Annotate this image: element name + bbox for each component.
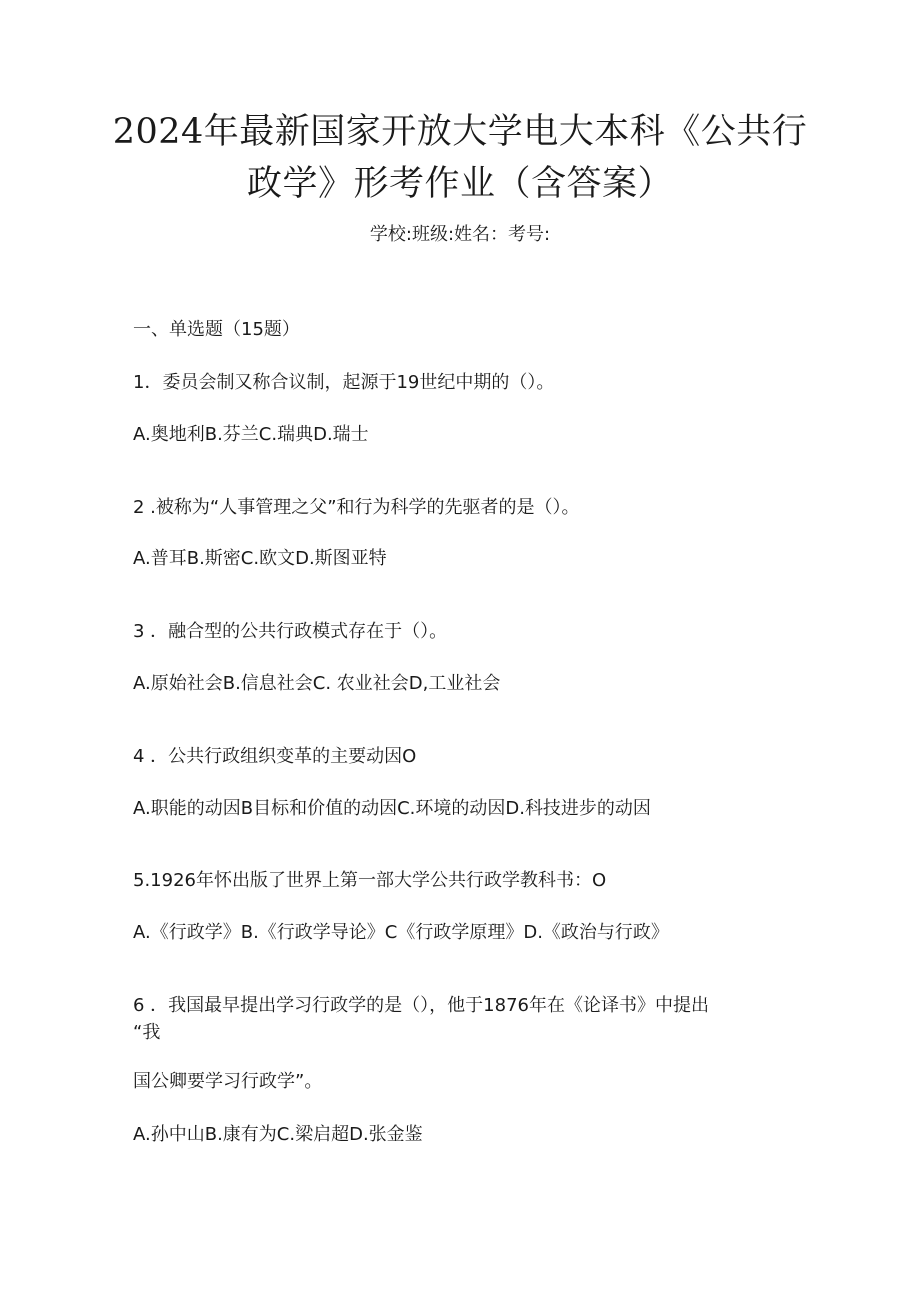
question-6-stem-line-3: 国公卿要学习行政学”。 xyxy=(133,1071,323,1092)
question-2-stem: 2 .被称为“人事管理之父”和行为科学的先驱者的是（）。 xyxy=(133,497,580,518)
document-title-line-2: 政学》形考作业（含答案） xyxy=(246,164,673,204)
question-5-stem: 5.1926年怀出版了世界上第一部大学公共行政学教科书：O xyxy=(133,870,607,891)
question-3-options: A.原始社会B.信息社会C. 农业社会D,工业社会 xyxy=(133,673,501,694)
question-6-stem-line-1: 6 ．我国最早提出学习行政学的是（），他于1876年在《论译书》中提出 xyxy=(133,995,709,1016)
question-3-stem: 3 ．融合型的公共行政模式存在于（）。 xyxy=(133,621,448,642)
question-1-stem: 1．委员会制又称合议制，起源于19世纪中期的（）。 xyxy=(133,372,555,393)
document-title-line-1: 2024年最新国家开放大学电大本科《公共行 xyxy=(112,112,808,152)
section-heading: 一、单选题（15题） xyxy=(133,319,300,340)
question-4-options: A.职能的动因B目标和价值的动因C.环境的动因D.科技进步的动因 xyxy=(133,798,651,819)
student-info-line: 学校:班级:姓名：考号: xyxy=(369,224,551,245)
question-4-stem: 4 ．公共行政组织变革的主要动因O xyxy=(133,746,417,767)
question-2-options: A.普耳B.斯密C.欧文D.斯图亚特 xyxy=(133,548,387,569)
question-5-options: A.《行政学》B.《行政学导论》C《行政学原理》D.《政治与行政》 xyxy=(133,922,669,943)
question-1-options: A.奥地利B.芬兰C.瑞典D.瑞士 xyxy=(133,424,369,445)
question-6-options: A.孙中山B.康有为C.梁启超D.张金鉴 xyxy=(133,1124,423,1145)
question-6-stem-line-2: “我 xyxy=(133,1022,161,1043)
